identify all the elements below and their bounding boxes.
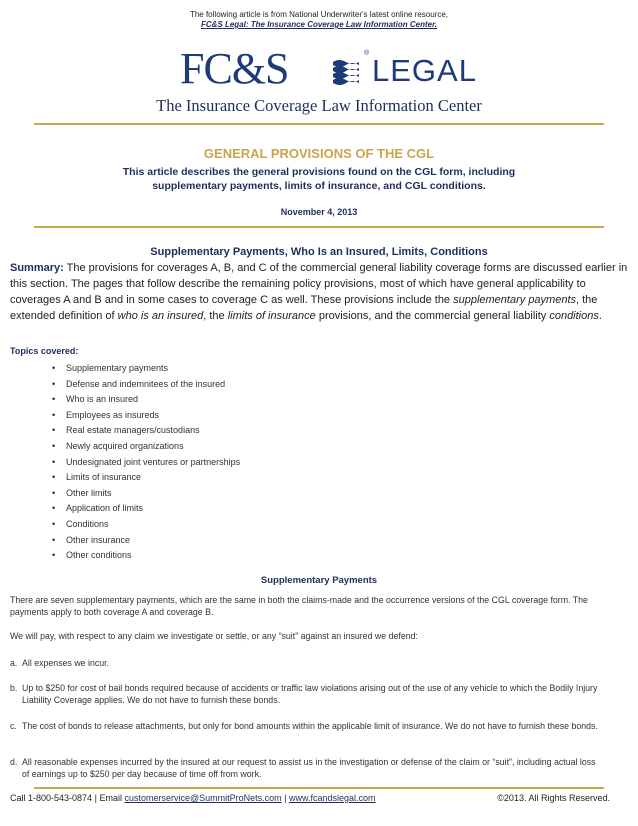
topic-item: • Who is an insured	[52, 392, 240, 408]
list-item-b	[10, 682, 600, 706]
list-item-text: All expenses we incur.	[22, 658, 110, 668]
section-heading-overview: Supplementary Payments, Who Is an Insured, Limits, Conditions	[150, 246, 488, 258]
footer-divider	[34, 787, 604, 789]
summary-paragraph	[10, 260, 630, 324]
supplementary-paragraph-2: We will pay, with respect to any claim we investigate or settle, or any “suit” against an insured we defend:	[10, 631, 418, 641]
intro-line-1: The following article is from National Underwriter's latest online resource,	[189, 10, 449, 19]
intro-note	[0, 10, 638, 30]
summary-em-4: conditions	[549, 310, 599, 322]
topic-item: • Other conditions	[52, 548, 240, 564]
logo-legal-text: LEGAL	[372, 53, 477, 88]
topic-item: • Defense and indemnitees of the insured	[52, 377, 240, 393]
footer-separator: |	[94, 793, 97, 803]
list-item-a	[10, 657, 600, 669]
summary-text-4: provisions, and the commercial general liability	[315, 310, 550, 322]
summary-text-3: , the	[203, 310, 228, 322]
topic-item: • Newly acquired organizations	[52, 439, 240, 455]
topic-item: • Undesignated joint ventures or partnerships	[52, 455, 240, 471]
topic-item: • Other limits	[52, 486, 240, 502]
footer-website-link[interactable]: www.fcandslegal.com	[289, 793, 376, 803]
supplementary-paragraph-1: There are seven supplementary payments, which are the same in both the claims-made and the occurrence versions of the CGL coverage form. The payments apply to both coverage A and coverage B.	[10, 595, 588, 617]
summary-text-1: The provisions for coverages A, B, and C of the commercial general liability coverage forms are discussed earlier in this section. The pages that follow describe the remaining policy provisions, most of which have general applicability to coverages A and B and in some cases to coverage C as well. These provisions include the	[10, 262, 628, 306]
footer	[10, 793, 610, 803]
list-item-letter: c.	[10, 721, 17, 731]
tagline: The Insurance Coverage Law Information Center	[156, 96, 482, 115]
article-subtitle-line-1: This article describes the general provisions found on the CGL form, including	[122, 166, 516, 178]
topics-heading: Topics covered:	[10, 346, 79, 356]
title-divider	[34, 226, 604, 228]
footer-copyright: ©2013. All Rights Reserved.	[497, 793, 610, 803]
topic-item: • Employees as insureds	[52, 408, 240, 424]
summary-text-2: , the extended definition of	[10, 294, 598, 322]
summary-em-1: supplementary payments	[453, 294, 577, 306]
section-heading-supplementary: Supplementary Payments	[260, 575, 378, 586]
topics-list	[52, 361, 240, 564]
topic-item: • Limits of insurance	[52, 470, 240, 486]
logo-registered-mark: ®	[364, 50, 370, 57]
list-item-letter: a.	[10, 658, 18, 668]
list-item-letter: b.	[10, 683, 18, 693]
list-item-c	[10, 720, 600, 732]
intro-line-2: FC&S Legal: The Insurance Coverage Law Information Center.	[200, 20, 438, 29]
list-item-letter: d.	[10, 757, 18, 767]
summary-em-3: limits of insurance	[227, 310, 316, 322]
footer-phone: Call 1-800-543-0874	[10, 793, 93, 803]
logo-wave-icon	[331, 56, 361, 86]
fcs-legal-logo	[0, 46, 638, 92]
list-item-d	[10, 756, 600, 780]
header-divider	[34, 123, 604, 125]
topic-item: • Real estate managers/custodians	[52, 423, 240, 439]
footer-email-label: Email	[99, 793, 122, 803]
topic-item: • Other insurance	[52, 533, 240, 549]
list-item-text: All reasonable expenses incurred by the insured at our request to assist us in the investigation or defense of the claim or “suit”, including actual loss of earnings up to $250 per day because of time off from work.	[22, 757, 596, 779]
topic-item: • Conditions	[52, 517, 240, 533]
topic-item: • Supplementary payments	[52, 361, 240, 377]
article-title: GENERAL PROVISIONS OF THE CGL	[203, 146, 435, 161]
list-item-text: Up to $250 for cost of bail bonds required because of accidents or traffic law violations arising out of the use of any vehicle to which the Bodily Injury Liability Coverage applies. We do not have to furnish these bonds.	[22, 683, 598, 705]
article-date: November 4, 2013	[280, 207, 358, 217]
footer-separator: |	[284, 793, 287, 803]
article-subtitle	[0, 165, 638, 193]
footer-email-link[interactable]: customerservice@SummitProNets.com	[124, 793, 282, 803]
logo-fcs-text: FC&S	[180, 44, 289, 93]
summary-text-5: .	[598, 310, 602, 322]
summary-label: Summary:	[10, 262, 64, 274]
list-item-text: The cost of bonds to release attachments, but only for bond amounts within the applicable limit of insurance. We do not have to furnish these bonds.	[22, 721, 598, 731]
summary-em-2: who is an insured	[117, 310, 204, 322]
article-subtitle-line-2: supplementary payments, limits of insurance, and CGL conditions.	[152, 180, 486, 192]
topic-item: • Application of limits	[52, 501, 240, 517]
